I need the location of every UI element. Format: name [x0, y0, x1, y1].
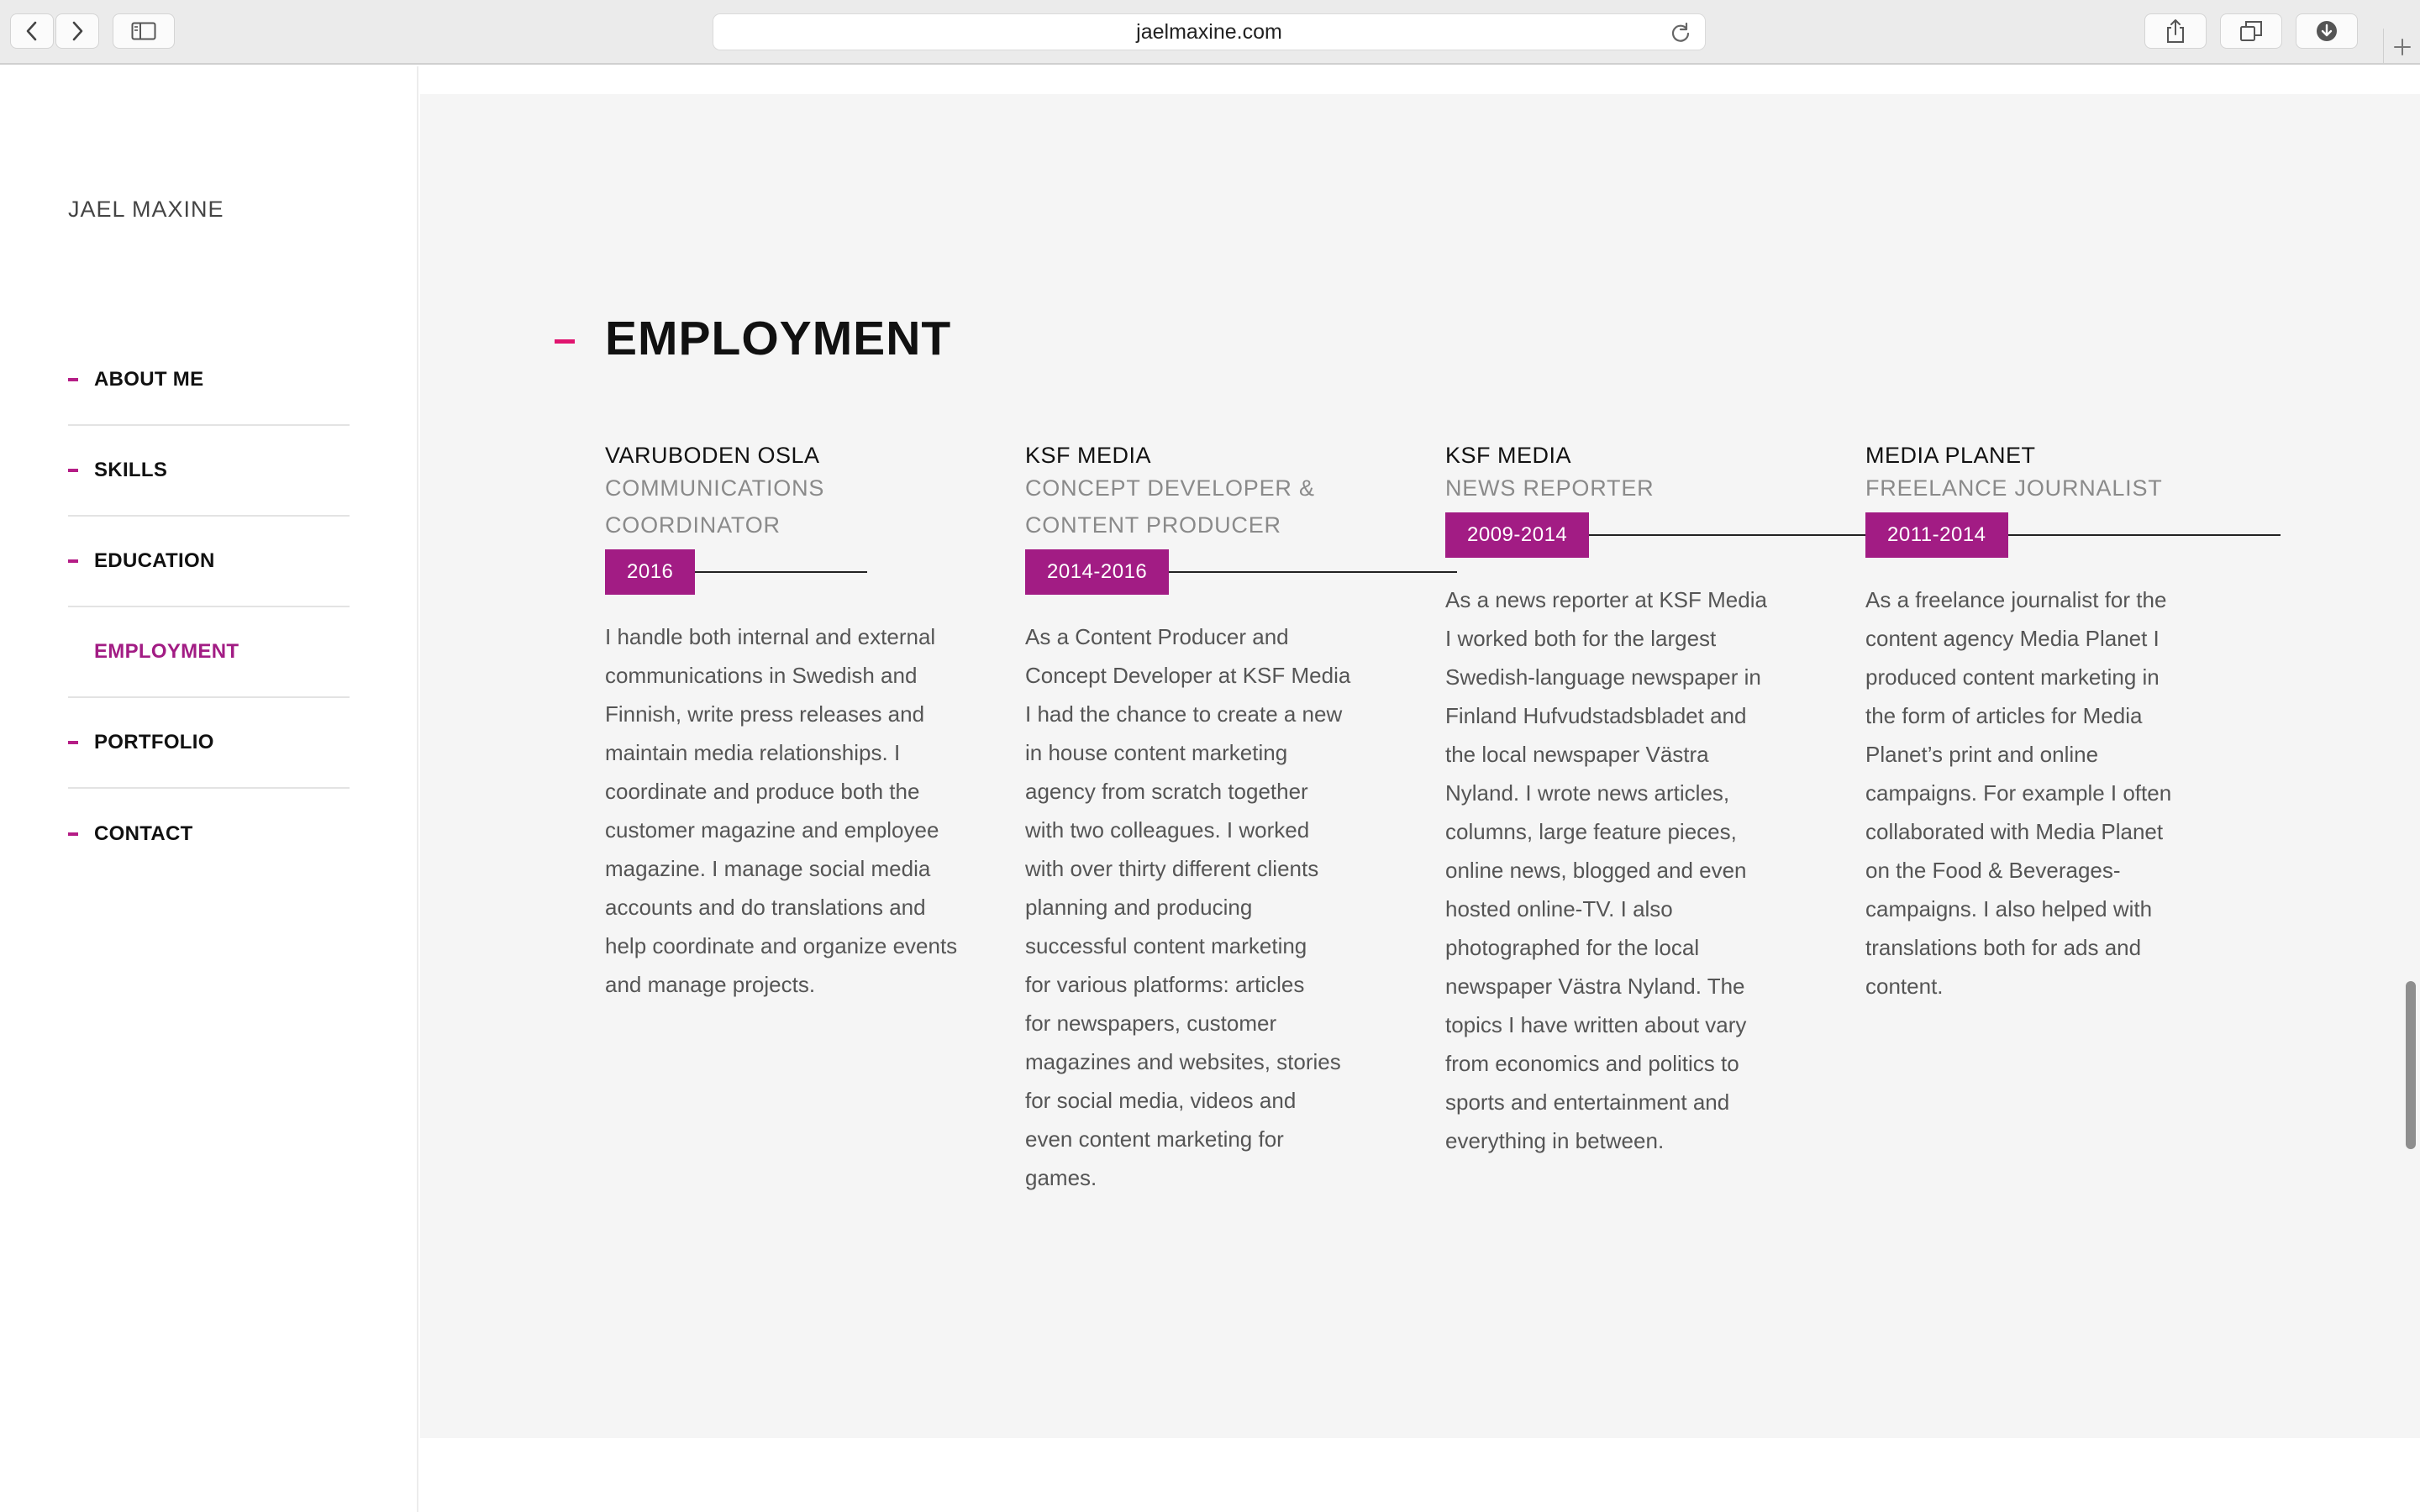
job-role: NEWS REPORTER — [1445, 475, 1655, 501]
job-description — [605, 617, 975, 1004]
nav-dash-icon — [68, 559, 78, 563]
forward-button[interactable] — [55, 13, 99, 49]
description-line: coordinate and produce both the — [605, 779, 920, 804]
description-line: campaigns. For example I often — [1865, 780, 2172, 806]
job-card — [1865, 440, 2235, 1005]
nav-dash-icon — [68, 469, 78, 472]
description-line: for various platforms: articles — [1025, 972, 1305, 997]
description-line: magazines and websites, stories — [1025, 1049, 1341, 1074]
download-icon — [2315, 19, 2338, 43]
nav-item-label: CONTACT — [94, 822, 193, 845]
job-role: CONTENT PRODUCER — [1025, 512, 1281, 538]
nav-dash-icon — [68, 741, 78, 744]
description-line: with two colleagues. I worked — [1025, 817, 1310, 843]
sidebar-icon — [131, 22, 156, 40]
description-line: Finland Hufvudstadsbladet and — [1445, 703, 1747, 728]
reload-icon[interactable] — [1670, 22, 1691, 50]
job-description — [1865, 580, 2235, 1005]
description-line: sports and entertainment and — [1445, 1089, 1730, 1115]
description-line: even content marketing for — [1025, 1126, 1284, 1152]
job-role: CONCEPT DEVELOPER & — [1025, 475, 1315, 501]
description-line: Swedish-language newspaper in — [1445, 664, 1761, 690]
url-text: jaelmaxine.com — [1136, 19, 1282, 44]
description-line: translations both for ads and — [1865, 935, 2142, 960]
description-line: for newspapers, customer — [1025, 1011, 1277, 1036]
description-line: planning and producing — [1025, 895, 1253, 920]
description-line: successful content marketing — [1025, 933, 1307, 958]
new-tab-button[interactable] — [2383, 29, 2420, 65]
nav-item-label: PORTFOLIO — [94, 731, 214, 753]
chevron-left-icon — [24, 20, 40, 42]
nav-item-about-me[interactable] — [68, 335, 350, 426]
job-company: MEDIA PLANET — [1865, 443, 2036, 468]
description-line: Finnish, write press releases and — [605, 701, 925, 727]
description-line: content. — [1865, 974, 1944, 999]
description-line: on the Food & Beverages- — [1865, 858, 2121, 883]
description-line: accounts and do translations and — [605, 895, 926, 920]
description-line: I worked both for the largest — [1445, 626, 1717, 651]
nav-item-label: EMPLOYMENT — [94, 640, 239, 663]
nav-item-skills[interactable] — [68, 426, 350, 517]
sidebar — [0, 66, 418, 1512]
description-line: I had the chance to create a new — [1025, 701, 1343, 727]
description-line: I handle both internal and external — [605, 624, 936, 649]
plus-icon — [2392, 37, 2412, 57]
description-line: collaborated with Media Planet — [1865, 819, 2164, 844]
description-line: in house content marketing — [1025, 740, 1288, 765]
scrollbar[interactable] — [2402, 66, 2420, 1512]
description-line: agency from scratch together — [1025, 779, 1308, 804]
description-line: photographed for the local — [1445, 935, 1700, 960]
job-card — [1445, 440, 1815, 1160]
nav-item-label: SKILLS — [94, 459, 168, 481]
description-line: the form of articles for Media — [1865, 703, 2143, 728]
back-button[interactable] — [10, 13, 54, 49]
description-line: games. — [1025, 1165, 1097, 1190]
job-description — [1445, 580, 1815, 1160]
description-line: everything in between. — [1445, 1128, 1665, 1153]
nav-item-education[interactable] — [68, 517, 350, 607]
nav-dash-icon — [68, 832, 78, 836]
job-description — [1025, 617, 1395, 1197]
description-line: online news, blogged and even — [1445, 858, 1747, 883]
job-role: FREELANCE JOURNALIST — [1865, 475, 2163, 501]
sidebar-toggle-button[interactable] — [113, 13, 175, 49]
sidebar-nav — [68, 335, 350, 879]
date-badge: 2009-2014 — [1445, 512, 1589, 558]
job-company: KSF MEDIA — [1025, 443, 1152, 468]
description-line: As a news reporter at KSF Media — [1445, 587, 1767, 612]
nav-dash-icon — [68, 650, 78, 654]
date-row — [1865, 512, 2235, 558]
employment-section — [420, 94, 2420, 1438]
nav-item-employment[interactable] — [68, 607, 350, 698]
nav-item-label: EDUCATION — [94, 549, 215, 572]
description-line: and manage projects. — [605, 972, 816, 997]
date-row — [1025, 549, 1395, 595]
job-company: KSF MEDIA — [1445, 443, 1572, 468]
description-line: Planet’s print and online — [1865, 742, 2099, 767]
description-line: newspaper Västra Nyland. The — [1445, 974, 1745, 999]
description-line: columns, large feature pieces, — [1445, 819, 1737, 844]
job-card — [1025, 440, 1395, 1197]
description-line: for social media, videos and — [1025, 1088, 1297, 1113]
description-line: maintain media relationships. I — [605, 740, 901, 765]
chevron-right-icon — [69, 20, 86, 42]
date-badge: 2011-2014 — [1865, 512, 2008, 558]
section-dash-icon — [555, 339, 575, 344]
description-line: As a Content Producer and — [1025, 624, 1289, 649]
browser-toolbar — [0, 0, 2420, 65]
description-line: communications in Swedish and — [605, 663, 918, 688]
date-badge: 2014-2016 — [1025, 549, 1169, 595]
description-line: As a freelance journalist for the — [1865, 587, 2167, 612]
description-line: Nyland. I wrote news articles, — [1445, 780, 1730, 806]
description-line: help coordinate and organize events — [605, 933, 958, 958]
nav-dash-icon — [68, 378, 78, 381]
nav-item-contact[interactable] — [68, 789, 350, 879]
job-role: COMMUNICATIONS — [605, 475, 825, 501]
description-line: Concept Developer at KSF Media — [1025, 663, 1351, 688]
description-line: hosted online-TV. I also — [1445, 896, 1673, 921]
description-line: campaigns. I also helped with — [1865, 896, 2153, 921]
nav-item-label: ABOUT ME — [94, 368, 204, 391]
section-title: EMPLOYMENT — [605, 312, 952, 365]
tabs-icon — [2239, 20, 2263, 42]
description-line: produced content marketing in — [1865, 664, 2160, 690]
share-button[interactable] — [2144, 13, 2207, 49]
job-role: COORDINATOR — [605, 512, 781, 538]
downloads-button[interactable] — [2296, 13, 2358, 49]
description-line: magazine. I manage social media — [605, 856, 931, 881]
description-line: customer magazine and employee — [605, 817, 939, 843]
nav-item-portfolio[interactable] — [68, 698, 350, 789]
description-line: topics I have written about vary — [1445, 1012, 1747, 1037]
description-line: from economics and politics to — [1445, 1051, 1739, 1076]
share-icon — [2165, 18, 2186, 44]
scrollbar-thumb[interactable] — [2406, 981, 2416, 1149]
tabs-overview-button[interactable] — [2220, 13, 2282, 49]
description-line: with over thirty different clients — [1025, 856, 1319, 881]
description-line: content agency Media Planet I — [1865, 626, 2160, 651]
date-row — [605, 549, 975, 595]
job-company: VARUBODEN OSLA — [605, 443, 820, 468]
address-bar[interactable] — [713, 13, 1706, 50]
site-title[interactable]: JAEL MAXINE — [68, 197, 224, 222]
date-badge: 2016 — [605, 549, 695, 595]
description-line: the local newspaper Västra — [1445, 742, 1709, 767]
date-row — [1445, 512, 1815, 558]
job-card — [605, 440, 975, 1004]
